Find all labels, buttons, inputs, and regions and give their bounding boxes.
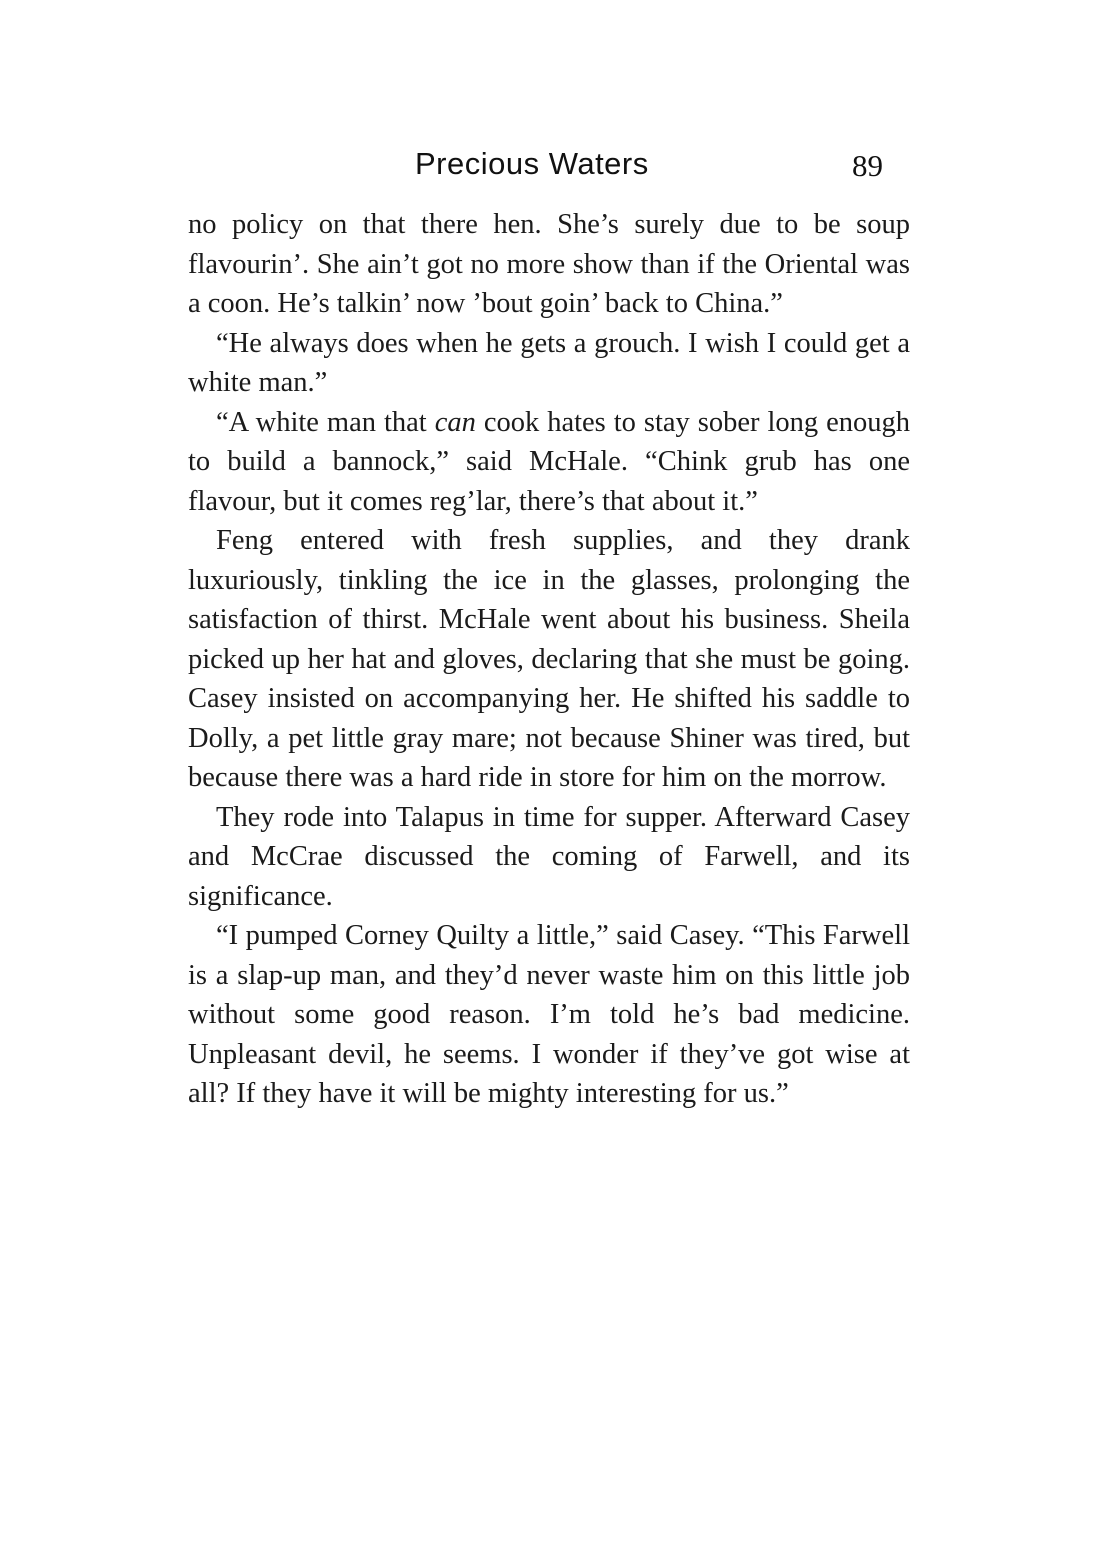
paragraph-text-before-italic: “A white man that (216, 406, 435, 438)
paragraph-text-after-italic: cook hates to stay sober long enough to build a bannock,” said McHale. “Chink grub has one flavour, but it comes reg’lar, there’s that about it.” (188, 406, 910, 517)
page-number: 89 (852, 148, 883, 183)
running-head-title: Precious Waters (415, 146, 649, 181)
paragraph: Feng entered with fresh supplies, and they drank luxuriously, tinkling the ice in the glasses, prolonging the satisfaction of thirst. McHale went about his business. Sheila picked up her hat and gloves, declaring that she must be going. Casey insisted on accompanying her. He shifted his saddle to Dolly, a pet little gray mare; not because Shiner was tired, but because there was a hard ride in store for him on the morrow. (188, 525, 910, 793)
paragraph (188, 403, 910, 522)
paragraph: They rode into Talapus in time for supper. Afterward Casey and McCrae discussed the coming of Farwell, and its significance. (188, 801, 910, 912)
italic-emphasis: can (434, 406, 476, 438)
paragraph: “I pumped Corney Quilty a little,” said Casey. “This Farwell is a slap-up man, and they’d never waste him on this little job without some good reason. I’m told he’s bad medicine. Unpleasant devil, he seems. I wonder if they’ve got wise at all? If they have it will be mighty interesting for us.” (188, 920, 910, 1109)
paragraph: “He always does when he gets a grouch. I wish I could get a white man.” (188, 327, 910, 398)
paragraph: no policy on that there hen. She’s surely due to be soup flavourin’. She ain’t got no more show than if the Oriental was a coon. He’s talkin’ now ’bout goin’ back to China.” (188, 209, 910, 319)
body-text (188, 205, 910, 1114)
